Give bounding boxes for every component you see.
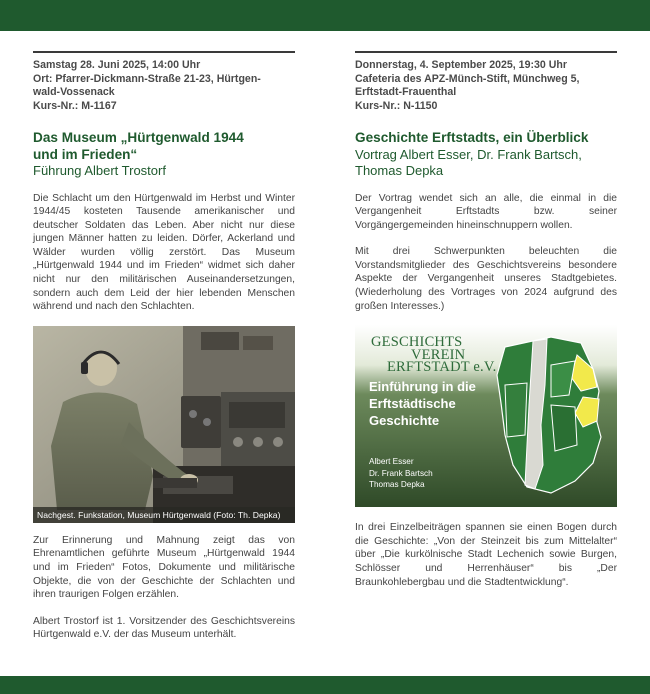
event-meta (33, 59, 295, 113)
right-column (355, 51, 617, 589)
museum-paragraph: Zur Erinnerung und Mahnung zeigt das von Ehrenamtlichen geführte Museum „Hürtgenwald 1944 und im Frieden“ Fotos, Dokumente und militärische Objekte, die von der Geschichte der Schlachten und ihren traurigen Folgen erzählen. (33, 534, 295, 601)
society-logo: GESCHICHTS VEREIN ERFTSTADT e.V. (371, 334, 497, 376)
divider-rule (33, 51, 295, 53)
chairman-paragraph: Albert Trostorf ist 1. Vorsitzender des Geschichtsvereins Hürtgenwald e.V. der das Museum unterhält. (33, 615, 295, 641)
banner-title: Einführung in die Erftstädtische Geschichte (369, 379, 476, 429)
course-number: Kurs-Nr.: M-1167 (33, 99, 117, 112)
event-meta (355, 59, 617, 113)
left-column (33, 51, 295, 642)
lecture-banner (355, 325, 617, 507)
event-location-cont: Erftstadt-Frauenthal (355, 86, 457, 98)
description-paragraph: Der Vortrag wendet sich an alle, die einmal in die Vergangenheit Erftstadts bzw. seiner Vorgängergemeinden hineinschnuppern wollen. (355, 192, 617, 231)
event-subtitle: Führung Albert Trostorf (33, 163, 166, 178)
focus-paragraph: Mit drei Schwerpunkten beleuchten die Vorstandsmitglieder des Geschichtsvereins besondere Aspekte der Vergangenheit unseres Stadtgebietes. (Wiederholung des Vortrages von 2024 aufgrund des großen Interesses.) (355, 246, 617, 312)
event-location: Cafeteria des APZ-Münch-Stift, Münchweg 5, (355, 72, 580, 85)
event-date: Donnerstag, 4. September 2025, 19:30 Uhr (355, 59, 567, 71)
event-location-cont: wald-Vossenack (33, 86, 115, 98)
series-paragraph: In drei Einzelbeiträgen spannen sie einen Bogen durch die Geschichte: „Von der Steinzeit bis zum Mittelalter“ über „Die kurkölnische Stadt Lechenich sowie Burgen, Schlösser und Herrenhäuser“ bis „Der Braunkohlebergbau und die Stadtentwicklung“. (355, 522, 617, 588)
event-subtitle: Vortrag Albert Esser, Dr. Frank Bartsch, Thomas Depka (355, 146, 582, 178)
radio-station-illustration (33, 326, 295, 523)
photo-caption: Nachgest. Funkstation, Museum Hürtgenwald (Foto: Th. Depka) (33, 507, 295, 523)
event-title: Das Museum „Hürtgenwald 1944 und im Frieden“ (33, 130, 244, 162)
event-date: Samstag 28. Juni 2025, 14:00 Uhr (33, 59, 201, 71)
event-location: Ort: Pfarrer-Dickmann-Straße 21-23, Hürtgen- (33, 72, 261, 85)
bottom-band (0, 676, 650, 694)
course-number: Kurs-Nr.: N-1150 (355, 99, 438, 112)
divider-rule (355, 51, 617, 53)
museum-photo (33, 326, 295, 523)
description-paragraph: Die Schlacht um den Hürtgenwald im Herbst und Winter 1944/45 kosteten Tausende amerikanischer und deutscher Soldaten das Leben. Aber nicht nur diese jungen Männer hatten zu leiden. Dörfer, Ackerland und Wälder wurden völlig zerstört. Das Museum „Hürtgenwald 1944 und im Frieden“ widmet sich daher nicht nur den militärischen Auseinandersetzungen, sondern auch dem Leid der hier lebenden Menschen während und nach den Schlachten. (33, 192, 295, 313)
speaker-names: Albert Esser Dr. Frank Bartsch Thomas Depka (369, 457, 433, 490)
event-title: Geschichte Erftstadts, ein Überblick (355, 130, 589, 145)
top-band (0, 0, 650, 31)
